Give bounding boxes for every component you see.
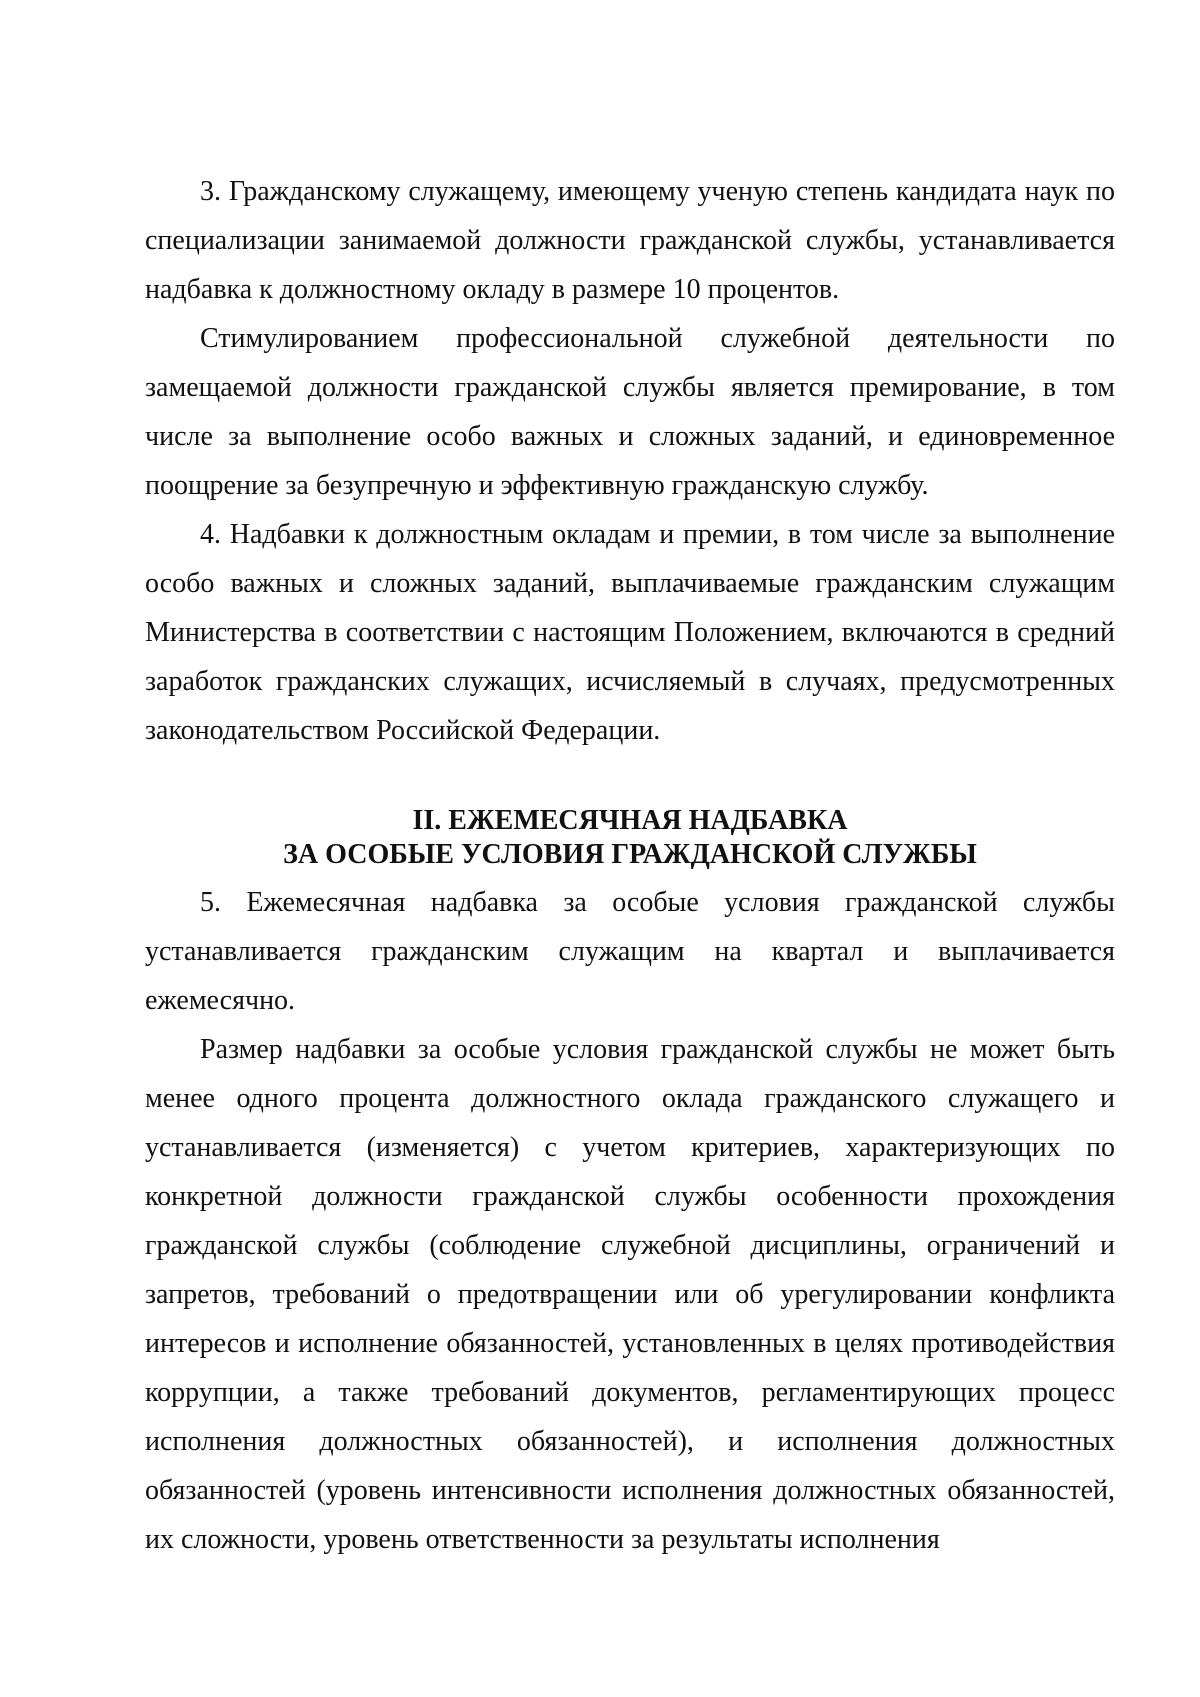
paragraph-stimulation: Стимулированием профессиональной служебной деятельности по замещаемой должности гражданской службы является премирование, в том числе за выполнение особо важных и сложных заданий, и единовременное поощрение за безупречную и эффективную гражданскую службу. (145, 323, 1115, 501)
section-heading-line-2: ЗА ОСОБЫЕ УСЛОВИЯ ГРАЖДАНСКОЙ СЛУЖБЫ (283, 839, 977, 870)
paragraph-allowance-size: Размер надбавки за особые условия гражданской службы не может быть менее одного процента должностного оклада гражданского служащего и устанавливается (изменяется) с учетом критериев, характеризующих по конкретной должности гражданской службы особенности прохождения гражданской службы (соблюдение служебной дисциплины, ограничений и запретов, требований о предотвращении или об урегулировании конфликта интересов и исполнение обязанностей, установленных в целях противодействия коррупции, а также требований документов, регламентирующих процесс исполнения должностных обязанностей), и исполнения должностных обязанностей (уровень интенсивности исполнения должностных обязанностей, их сложности, уровень ответственности за результаты исполнения (145, 1034, 1115, 1555)
top-text-block (145, 167, 1115, 755)
paragraph-3: 3. Гражданскому служащему, имеющему ученую степень кандидата наук по специализации занимаемой должности гражданской службы, устанавливается надбавка к должностному окладу в размере 10 процентов. (145, 176, 1115, 305)
paragraph-5: 5. Ежемесячная надбавка за особые условия гражданской службы устанавливается гражданским служащим на квартал и выплачивается ежемесячно. (145, 887, 1115, 1016)
section-heading (145, 804, 1115, 872)
bottom-text-block (145, 878, 1115, 1564)
section-heading-line-1: II. ЕЖЕМЕСЯЧНАЯ НАДБАВКА (412, 805, 848, 836)
paragraph-4: 4. Надбавки к должностным окладам и премии, в том числе за выполнение особо важных и сложных заданий, выплачиваемые гражданским служащим Министерства в соответствии с настоящим Положением, включаются в средний заработок гражданских служащих, исчисляемый в случаях, предусмотренных законодательством Российской Федерации. (145, 519, 1115, 746)
